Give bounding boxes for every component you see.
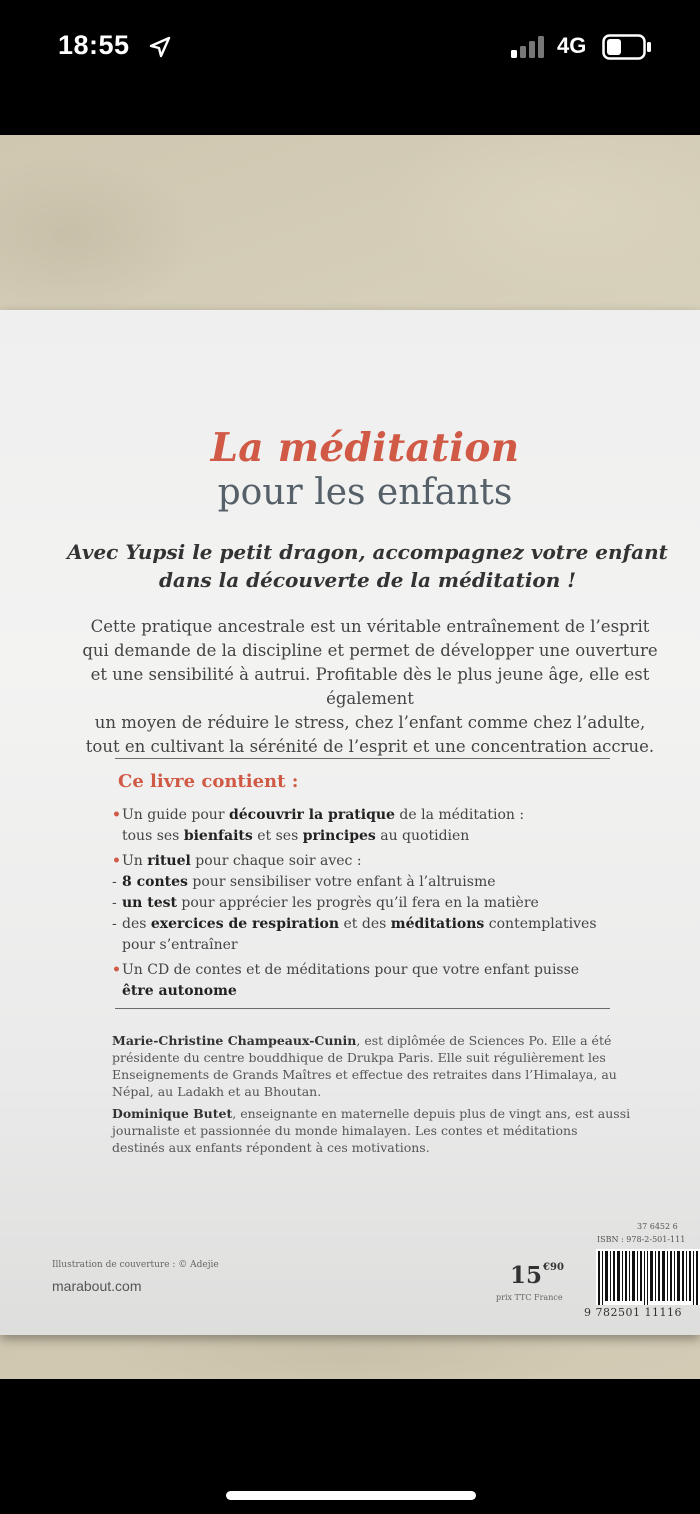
book-intro [60,615,680,759]
dash-icon: - [112,874,117,890]
price: $15^{€90}$ [510,1262,564,1289]
signal-bars-icon [511,36,547,58]
intro-line: tout en cultivant la sérénité de l’esprit et une concentration accrue. [85,737,655,756]
divider [115,1008,610,1009]
product-ref: 37 6452 6 [637,1222,678,1231]
bullet-icon: • [112,807,121,823]
intro-line: un moyen de réduire le stress, chez l’enfant comme chez l’adulte, [94,713,646,732]
book-title-line1: La méditation [210,425,520,471]
battery-icon [602,34,652,60]
status-time: 18:55 [58,30,130,60]
author-bios [112,1032,632,1161]
book-title-line2: pour les enfants [217,472,513,513]
author2-bio: Dominique Butet, enseignante en maternelle depuis plus de vingt ans, est aussi journaliste et passionnée du monde himalayen. Les contes et méditations destinés aux enfants répondent à ces motivations. [112,1106,631,1155]
publisher-site: marabout.com [52,1278,142,1294]
list-item: • Un rituel pour chaque soir avec : [112,851,632,872]
home-indicator[interactable] [226,1491,476,1500]
photo [0,135,700,1379]
illustration-credit: Illustration de couverture : © Adejie [52,1260,219,1270]
intro-line: et une sensibilité à autrui. Profitable dès le plus jeune âge, elle est également [90,665,650,708]
price-note: prix TTC France [496,1293,563,1302]
barcode-digits: 9 782501 11116 [584,1306,682,1319]
author1-bio: Marie-Christine Champeaux-Cunin, est diplômée de Sciences Po. Elle a été présidente du centre bouddhique de Drukpa Paris. Elle suit régulièrement les Enseignements de Grands Maîtres et effectue des retraites dans l’Himalaya, au Népal, au Ladakh et au Bhoutan. [112,1033,617,1099]
bullet-icon: • [112,962,121,978]
intro-line: Cette pratique ancestrale est un véritable entraînement de l’esprit [90,617,650,636]
dash-icon: - [112,895,117,911]
intro-line: qui demande de la discipline et permet de développer une ouverture [82,641,658,660]
tagline-line2: dans la découverte de la méditation ! [158,568,577,592]
isbn: ISBN : 978-2-501-111 [597,1235,686,1244]
list-item: • Un CD de contes et de méditations pour que votre enfant puisse être autonome [112,962,580,999]
barcode-icon [596,1249,700,1305]
bullet-icon: • [112,853,121,869]
book-tagline [55,538,680,594]
location-arrow-icon [148,35,172,59]
status-bar [0,0,700,135]
list-subitem: - des exercices de respiration et des méditations contemplatives pour s’entraîner [112,916,597,953]
list-item: • Un guide pour découvrir la pratique de la méditation : tous ses bienfaits et ses principes au quotidien [112,807,525,844]
contents-list [112,805,632,1002]
divider [115,758,610,759]
fabric-background [0,155,200,315]
network-label: 4G [557,33,587,58]
dash-icon: - [112,916,117,932]
fabric-background-fold [380,135,700,295]
book-back-cover [0,310,700,1335]
list-subitem: - un test pour apprécier les progrès qu’il fera en la matière [112,893,632,914]
tagline-line1: Avec Yupsi le petit dragon, accompagnez votre enfant [67,540,668,564]
list-subitem: - 8 contes pour sensibiliser votre enfant à l’altruisme [112,872,632,893]
contents-heading: Ce livre contient : [118,771,299,792]
